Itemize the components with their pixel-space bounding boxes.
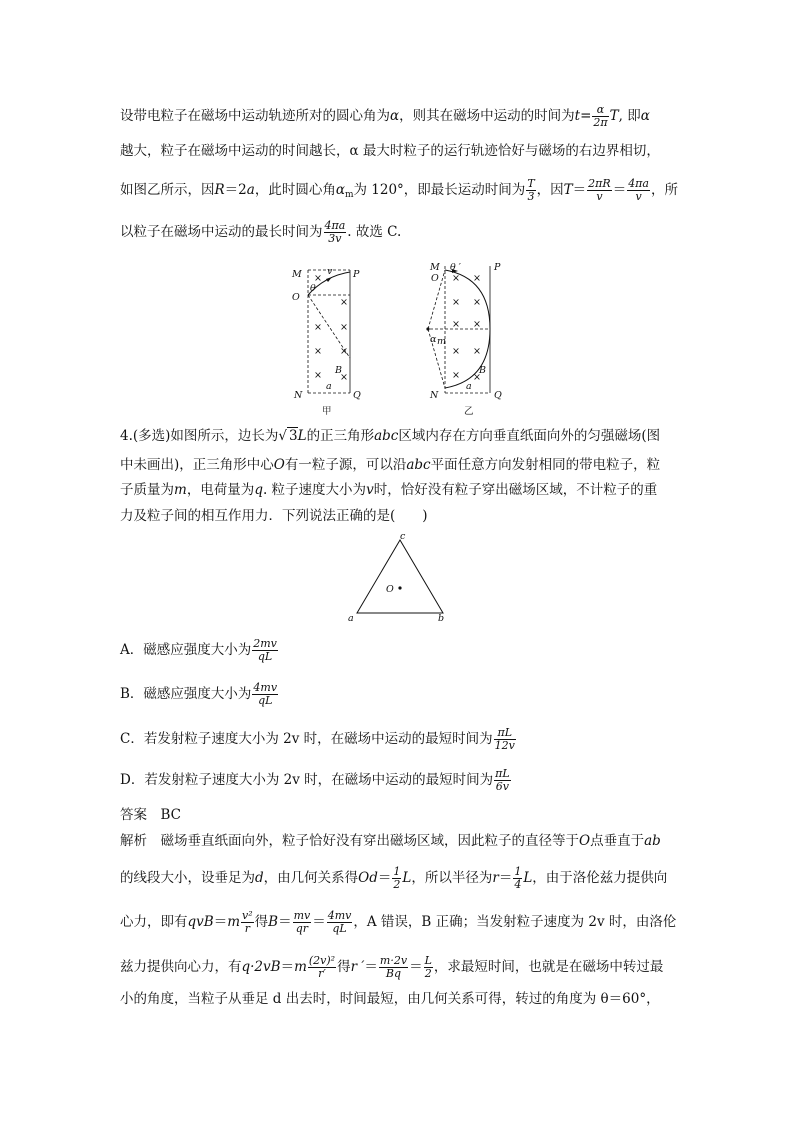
q4-line1: 4.(多选)如图所示，边长为√ 3L的正三角形abc区域内存在方向垂直纸面向外的匀强磁场(图 (120, 428, 661, 444)
label-M: M (292, 269, 302, 280)
q4-line4: 力及粒子间的相互作用力．下列说法正确的是( ) (120, 508, 428, 524)
para1-line3: 如图乙所示，因R＝2a，此时圆心角$\alpha_m$为 120°，即最长运动时间为 $\frac{T}{3}$ ，因T＝ $\frac{2\pi R}{v}$ ＝ $\frac{4\pi a}{v}$ ，所 (120, 177, 678, 203)
svg-text:×: × (314, 273, 322, 284)
option-a: A．磁感应强度大小为 $\frac{2mv}{qL}$ (120, 637, 277, 663)
triangle-figure (345, 530, 455, 625)
svg-text:×: × (340, 297, 348, 308)
center-O: O (386, 584, 394, 595)
svg-text:×: × (473, 297, 481, 308)
fraction: $\frac{\text{v²}}{r}$ (242, 909, 253, 935)
option-d: D．若发射粒子速度大小为 2v 时，在磁场中运动的最短时间为 $\frac{\pi L}{6v}$ (120, 767, 510, 793)
fraction: $\frac{1}{4}$ (514, 865, 522, 891)
fraction: $\frac{2mv}{qL}$ (253, 637, 277, 663)
label-Q: Q (494, 390, 502, 401)
fraction: $\frac{L}{2}$ (424, 954, 432, 980)
label-O: O (292, 292, 300, 303)
label-B: B (335, 365, 342, 376)
fraction: $\frac{mv}{qr}$ (293, 909, 311, 935)
vertex-b: b (438, 613, 445, 624)
svg-text:×: × (452, 370, 460, 381)
label-M: M (430, 262, 440, 273)
fraction: $\frac{\alpha}{2\pi}$ (593, 103, 608, 129)
svg-text:×: × (340, 372, 348, 383)
label-Q: Q (353, 390, 361, 401)
label-B: B (479, 365, 486, 376)
analysis-line5: 小的角度，当粒子从垂足 d 出去时，时间最短，由几何关系可得，转过的角度为 θ＝60°， (120, 991, 660, 1007)
answer: 答案 BC (120, 807, 182, 823)
fraction: $\frac{2\pi R}{v}$ (588, 177, 611, 203)
svg-text:×: × (473, 346, 481, 357)
svg-text:×: × (452, 346, 460, 357)
vertex-c: c (400, 531, 406, 542)
q4-line3: 子质量为m，电荷量为q. 粒子速度大小为v时，恰好没有粒子穿出磁场区域，不计粒子的重 (120, 482, 658, 498)
svg-text:m: m (437, 336, 447, 347)
analysis-line2: 的线段大小，设垂足为d，由几何关系得Od＝ $\frac{1}{2}$ L，所以半径为r＝ $\frac{1}{4}$ L，由于洛伦兹力提供向 (120, 865, 668, 891)
svg-text:×: × (314, 322, 322, 333)
label-N: N (294, 390, 303, 401)
label-a: a (466, 381, 472, 392)
fraction: $\frac{4\pi a}{v}$ (628, 177, 649, 203)
fraction: $\frac{4mv}{qL}$ (327, 909, 352, 935)
fraction: $\frac{4mv}{qL}$ (253, 681, 278, 707)
fraction: $\frac{\pi L}{12v}$ (494, 726, 515, 752)
label-O: O (431, 273, 439, 284)
caption-yi: 乙 (464, 406, 474, 417)
label-alpha-m: α (430, 334, 437, 345)
svg-text:×: × (340, 346, 348, 357)
para1-line1: 设带电粒子在磁场中运动轨迹所对的圆心角为α，则其在磁场中运动的时间为t= $\frac{\alpha}{2\pi}$ T, 即α (120, 103, 650, 129)
fraction: $\frac{1}{2}$ (393, 865, 401, 891)
para1-line4: 以粒子在磁场中运动的最长时间为 $\frac{4\pi a}{3v}$ . 故选 C. (120, 219, 402, 245)
svg-text:×: × (452, 273, 460, 284)
para1-line2: 越大，粒子在磁场中运动的时间越长，α 最大时粒子的运行轨迹恰好与磁场的右边界相切， (120, 143, 660, 159)
fraction: $\frac{4\pi a}{3v}$ (324, 219, 346, 245)
label-P: P (353, 269, 360, 280)
label-theta-prime: θ ′ (450, 262, 461, 273)
label-N: N (430, 390, 439, 401)
option-b: B．磁感应强度大小为 $\frac{4mv}{qL}$ (120, 681, 278, 707)
label-P: P (494, 262, 501, 273)
analysis-line4: 兹力提供向心力，有q·2vB＝m $\frac{\text{(2v)²}}{r'}$ 得r ′＝ $\frac{m\cdot 2v}{Bq}$ ＝ $\frac{L}{2}$ ，求最短时间，也就是在磁场中转过最 (120, 954, 664, 980)
svg-text:×: × (452, 297, 460, 308)
label-v: v (327, 266, 333, 277)
figure-yi (426, 262, 502, 417)
fraction: $\frac{\pi L}{6v}$ (495, 767, 510, 793)
caption-jia: 甲 (322, 406, 332, 417)
svg-text:×: × (314, 370, 322, 381)
svg-text:×: × (473, 372, 481, 383)
svg-text:×: × (452, 319, 460, 330)
analysis-line3: 心力，即有qvB＝m $\frac{\text{v²}}{r}$ 得B＝ $\frac{mv}{qr}$ ＝ $\frac{4mv}{qL}$ ，A 错误，B 正确；当发射粒子速度为 2v 时，由洛伦 (120, 909, 677, 935)
vertex-a: a (348, 613, 354, 624)
fraction: $\frac{m\cdot 2v}{Bq}$ (379, 954, 408, 980)
svg-text:×: × (340, 322, 348, 333)
figure-jia (291, 266, 361, 417)
fraction: $\frac{\text{(2v)²}}{r'}$ (308, 954, 336, 980)
svg-text:×: × (473, 319, 481, 330)
fraction: $\frac{T}{3}$ (527, 177, 535, 203)
svg-text:×: × (473, 273, 481, 284)
svg-text:×: × (314, 346, 322, 357)
label-a: a (326, 381, 332, 392)
label-theta: θ (310, 283, 316, 294)
option-c: C．若发射粒子速度大小为 2v 时，在磁场中运动的最短时间为 $\frac{\pi L}{12v}$ (120, 726, 515, 752)
analysis-line1: 解析 磁场垂直纸面向外，粒子恰好没有穿出磁场区域，因此粒子的直径等于O点垂直于ab (120, 833, 661, 849)
q4-line2: 中未画出)，正三角形中心O有一粒子源，可以沿abc平面任意方向发射相同的带电粒子，粒 (120, 457, 661, 473)
magnetic-field-figure (280, 258, 520, 418)
